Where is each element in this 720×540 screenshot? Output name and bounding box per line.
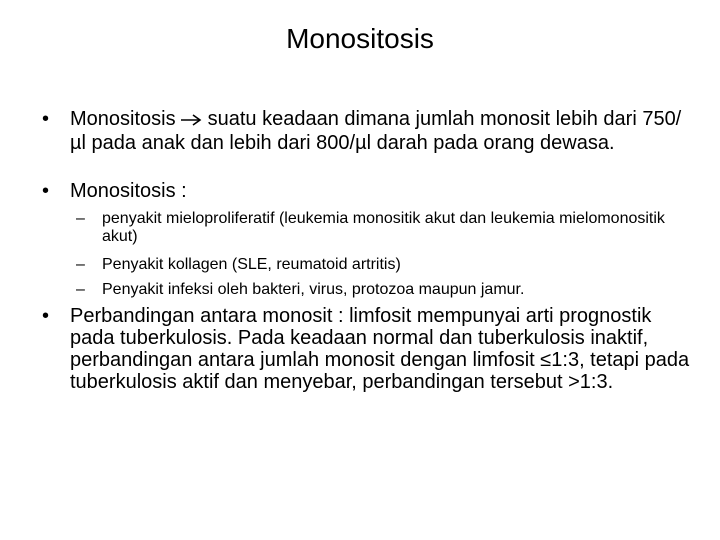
sub-bullet-text: Penyakit infeksi oleh bakteri, virus, protozoa maupun jamur. xyxy=(102,281,525,298)
bullet-term: Monositosis xyxy=(70,108,176,130)
bullet-marker: • xyxy=(42,305,50,327)
sub-bullet-marker: – xyxy=(76,256,85,273)
sub-bullet-item xyxy=(76,281,676,299)
bullet-text: Monositosis : xyxy=(70,180,187,202)
sub-bullet-item xyxy=(76,210,676,246)
sub-bullet-text: Penyakit kollagen (SLE, reumatoid artritis) xyxy=(102,256,401,273)
bullet-item xyxy=(42,108,692,154)
sub-bullet-marker: – xyxy=(76,281,85,298)
bullet-text xyxy=(70,108,692,154)
bullet-text: Perbandingan antara monosit : limfosit mempunyai arti prognostik pada tuberkulosis. Pada keadaan normal dan tuberkulosis inaktif, perbandingan antara jumlah monosit dengan limfosit ≤1:3, tetapi pada tuberkulosis aktif dan menyebar, perbandingan tersebut >1:3. xyxy=(70,305,690,393)
slide-title: Monositosis xyxy=(286,23,434,54)
bullet-item xyxy=(42,180,692,202)
bullet-item xyxy=(42,305,692,393)
bullet-definition: suatu keadaan dimana jumlah monosit lebih dari 750/µl pada anak dan lebih dari 800/µl darah pada orang dewasa. xyxy=(70,108,682,154)
bullet-marker: • xyxy=(42,180,50,202)
sub-bullet-text: penyakit mieloproliferatif (leukemia monositik akut dan leukemia mielomonositik akut) xyxy=(102,210,665,245)
sub-bullet-item xyxy=(76,256,676,274)
arrow-right-icon xyxy=(180,110,202,132)
sub-bullet-marker: – xyxy=(76,210,85,227)
bullet-marker: • xyxy=(42,108,50,130)
